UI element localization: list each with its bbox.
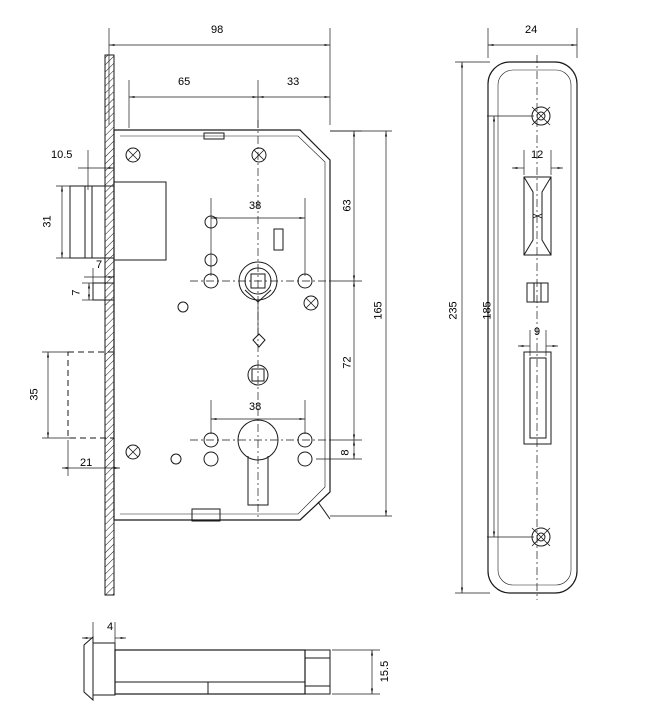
side-auxiliary-opening [527, 283, 548, 302]
dim-distance-63: 63 [341, 199, 354, 212]
dim-overall-length-98: 98 [211, 24, 224, 36]
dim-screw-spacing-185: 185 [481, 301, 494, 320]
dim-backset-left-65: 65 [178, 76, 191, 88]
side-faceplate [488, 62, 577, 593]
dim-latch-height-31: 31 [41, 215, 54, 228]
dim-overall-height-165: 165 [372, 301, 385, 320]
top-view-body [84, 637, 330, 700]
top-dimension-lines [82, 622, 380, 694]
front-internal-details [192, 133, 330, 521]
front-lock-case [114, 130, 330, 520]
dim-spindle-spacing-38-lower: 38 [249, 401, 262, 413]
side-dimension-lines [455, 28, 577, 593]
dim-cutout-width-9: 9 [534, 326, 541, 338]
dim-latch-gap-7a: 7 [96, 259, 103, 271]
dim-faceplate-width-24: 24 [525, 24, 538, 36]
dim-bolt-offset-21: 21 [80, 457, 93, 469]
dim-faceplate-thickness-4: 4 [107, 621, 114, 633]
front-faceplate [105, 55, 114, 595]
side-latch-opening [524, 177, 551, 255]
front-latch-bolt [70, 182, 166, 260]
dim-backset-right-33: 33 [287, 76, 300, 88]
dim-spindle-spacing-38-upper: 38 [249, 200, 262, 212]
side-bolt-opening [524, 352, 551, 444]
dim-dead-bolt-height-35: 35 [28, 388, 41, 401]
dim-latch-gap-7b: 7 [70, 289, 83, 296]
front-fixing-screws [126, 148, 318, 466]
dim-faceplate-offset-10-5: 10.5 [51, 149, 73, 161]
dim-faceplate-height-235: 235 [447, 301, 460, 320]
dim-case-thickness-15-5: 15.5 [379, 660, 392, 683]
dim-latch-opening-12: 12 [531, 149, 544, 161]
dim-distance-72: 72 [341, 356, 354, 369]
dim-distance-8: 8 [339, 449, 352, 456]
